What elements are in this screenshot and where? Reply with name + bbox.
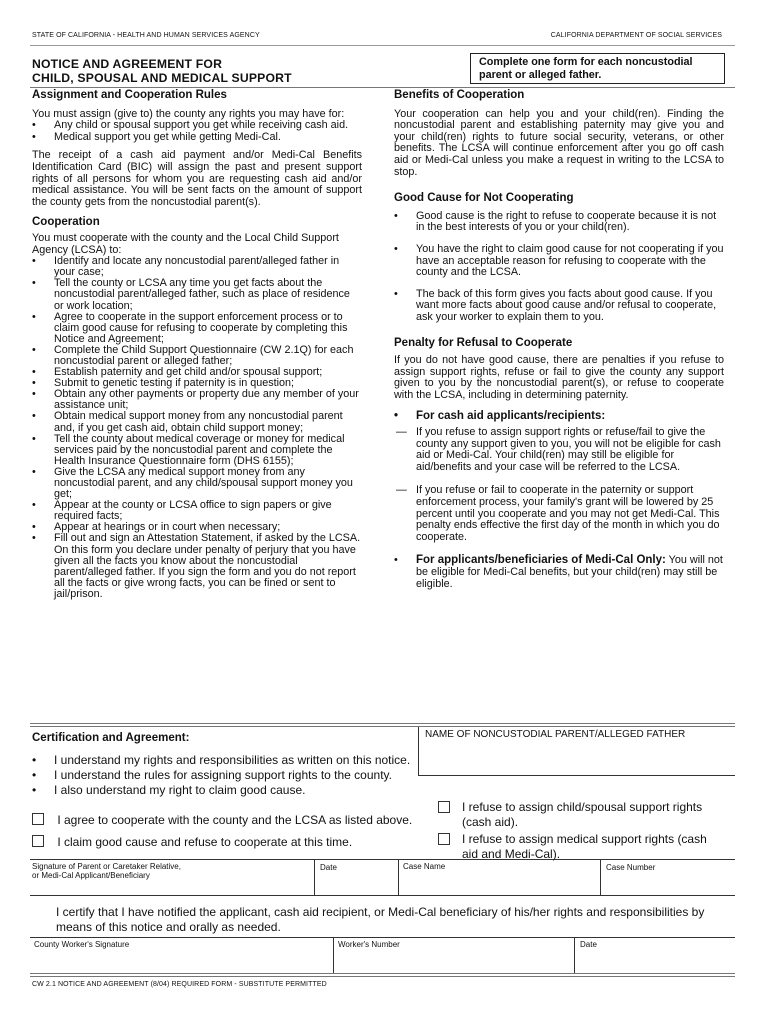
claim-checkbox[interactable] xyxy=(32,835,44,847)
case-name-field[interactable]: Case Name xyxy=(403,862,446,871)
refuse-medical-option[interactable]: I refuse to assign medical support rights (cash aid and Medi-Cal). xyxy=(438,832,707,862)
medical-item: • For applicants/beneficiaries of Medi-Cal Only: You will not be eligible for Medi-Cal benefits, but your child(ren) may still be eligible. xyxy=(394,554,723,590)
list-item: • Appear at the county or LCSA office to sign papers or give required facts; xyxy=(32,499,332,523)
worker-certification: I certify that I have notified the applicant, cash aid recipient, or Medi-Cal beneficiary of his/her rights and responsibilities by means of this notice and orally as needed. xyxy=(56,905,705,934)
name-box-bottom xyxy=(418,775,735,776)
page-title: NOTICE AND AGREEMENT FOR CHILD, SPOUSAL AND MEDICAL SUPPORT xyxy=(32,57,292,85)
list-item: • I understand my rights and responsibilities as written on this notice. xyxy=(32,753,411,767)
goodcause-heading: Good Cause for Not Cooperating xyxy=(394,192,574,205)
list-item: • Identify and locate any noncustodial parent/alleged father in your case; xyxy=(32,255,340,279)
sig-divider xyxy=(314,859,315,895)
worker-number-field[interactable]: Worker's Number xyxy=(338,940,400,949)
list-item: • Medical support you get while getting Medi-Cal. xyxy=(32,130,281,143)
penalty-paragraph: If you do not have good cause, there are penalties if you refuse to assign support rights, refuse or fail to give the county any support given to you by the noncustodial parent(s), or refuse to cooperate with the LCSA, including in determining paternity. xyxy=(394,354,724,401)
list-item: • Agree to cooperate in the support enforcement process or to claim good cause for refusing to cooperate by completing this Notice and Agreement; xyxy=(32,310,348,345)
worker-signature-field[interactable]: County Worker's Signature xyxy=(34,940,130,949)
signature-field[interactable]: Signature of Parent or Caretaker Relative, or Medi-Cal Applicant/Beneficiary xyxy=(32,862,181,880)
list-item: • Any child or spousal support you get while receiving cash aid. xyxy=(32,119,349,132)
list-item: — If you refuse to assign support rights or refuse/fail to give the county any support given to you, you will not be eligible for cash aid or Medi-Cal. Your child(ren) may still be eligible for aid/benefits and your case will be referred to the LCSA. xyxy=(396,426,721,473)
assign-intro: You must assign (give to) the county any rights you may have for: xyxy=(32,107,345,120)
cert-heading: Certification and Agreement: xyxy=(32,732,190,744)
list-item: • I also understand my right to claim good cause. xyxy=(32,783,306,797)
receipt-paragraph: The receipt of a cash aid payment and/or Medi-Cal Benefits Identification Card (BIC) will assign the past and present support rights of all persons for whom you are requesting cash aid and/or medical assistance. You will be sent facts on the amount of support the county gets from the noncustodial parent(s). xyxy=(32,149,362,208)
one-form-note: Complete one form for each noncustodial parent or alleged father. xyxy=(470,53,725,84)
list-item: • Tell the county or LCSA any time you get facts about the noncustodial parent/alleged father, such as place of residence or work location; xyxy=(32,277,350,312)
refuse-child-option[interactable]: I refuse to assign child/spousal support rights (cash aid). xyxy=(438,800,702,830)
worker-row-bottom xyxy=(30,973,735,977)
list-item: • Give the LCSA any medical support money from any noncustodial parent, and any child/spousal support money you get; xyxy=(32,465,353,501)
list-item: • I understand the rules for assigning support rights to the county. xyxy=(32,768,392,782)
right-column xyxy=(394,90,724,590)
header-rule xyxy=(30,45,735,46)
cert-top-rule xyxy=(30,723,735,727)
worker-divider xyxy=(574,937,575,973)
penalty-heading: Penalty for Refusal to Cooperate xyxy=(394,336,573,349)
assign-heading: Assignment and Cooperation Rules xyxy=(32,89,227,101)
coop-intro: You must cooperate with the county and the Local Child Support Agency (LCSA) to: xyxy=(32,231,339,256)
case-number-field[interactable]: Case Number xyxy=(606,863,656,872)
cashaid-heading: • For cash aid applicants/recipients: xyxy=(394,410,606,423)
date-field[interactable]: Date xyxy=(320,863,337,872)
sig-divider xyxy=(398,859,399,895)
sig-row-top xyxy=(30,859,735,860)
list-item: • You have the right to claim good cause for not cooperating if you have an acceptable reason for refusing to cooperate with the county and the LCSA. xyxy=(394,242,724,279)
title-rule xyxy=(30,87,735,88)
list-item: • Obtain medical support money from any noncustodial parent and, if you get cash aid, obtain child support money; xyxy=(32,410,343,434)
agency-right: CALIFORNIA DEPARTMENT OF SOCIAL SERVICES xyxy=(550,32,722,39)
list-item: • Appear at hearings or in court when necessary; xyxy=(32,521,281,534)
name-label: NAME OF NONCUSTODIAL PARENT/ALLEGED FATHER xyxy=(425,729,686,740)
list-item: • Good cause is the right to refuse to cooperate because it is not in the best interests of you or your child(ren). xyxy=(394,209,717,234)
worker-row-top xyxy=(30,937,735,938)
list-item: • Complete the Child Support Questionnaire (CW 2.1Q) for each noncustodial parent or alleged father; xyxy=(32,343,354,367)
list-item: • Fill out and sign an Attestation Statement, if asked by the LCSA. On this form you declare under penalty of perjury that you have given all the facts you know about the noncustodial parent/alleged father. If you sign the form and you do not report all the facts or give wrong facts, you can be fined or sent to jail/prison. xyxy=(32,532,361,600)
sig-divider xyxy=(600,859,601,895)
agree-checkbox[interactable] xyxy=(32,813,44,825)
form-footer: CW 2.1 NOTICE AND AGREEMENT (8/04) REQUIRED FORM - SUBSTITUTE PERMITTED xyxy=(32,981,327,988)
list-item: • Obtain any other payments or property due any member of your assistance unit; xyxy=(32,388,359,412)
sig-row-bottom xyxy=(30,895,735,896)
list-item: • Tell the county about medical coverage or money for medical services paid by the noncustodial parent and complete the Health Insurance Questionnaire form (DHS 6155); xyxy=(32,432,345,467)
benefits-heading: Benefits of Cooperation xyxy=(394,89,525,101)
coop-heading: Cooperation xyxy=(32,216,100,229)
list-item: • Submit to genetic testing if paternity is in question; xyxy=(32,377,295,390)
benefits-paragraph: Your cooperation can help you and your child(ren). Finding the noncustodial parent and establishing paternity may give you and your child(ren) rights to future social security, veterans, or other benefits. The LCSA will continue enforcement after you go off cash aid or Medi-Cal unless you make a request in writing to the LCSA to stop. xyxy=(394,107,724,178)
list-item: • Establish paternity and get child and/or spousal support; xyxy=(32,366,323,379)
cert-list xyxy=(32,753,422,798)
list-item: • The back of this form gives you facts about good cause. If you want more facts about good cause and/or refusal to cooperate, ask your worker to explain them to you. xyxy=(394,287,717,323)
left-column xyxy=(32,90,362,600)
worker-date-field[interactable]: Date xyxy=(580,940,597,949)
worker-divider xyxy=(333,937,334,973)
refuse-medical-checkbox[interactable] xyxy=(438,833,450,845)
refuse-child-checkbox[interactable] xyxy=(438,801,450,813)
agree-option[interactable]: I agree to cooperate with the county and the LCSA as listed above. xyxy=(32,813,412,828)
agency-left: STATE OF CALIFORNIA - HEALTH AND HUMAN SERVICES AGENCY xyxy=(32,32,260,39)
claim-option[interactable]: I claim good cause and refuse to cooperate at this time. xyxy=(32,835,352,850)
list-item: — If you refuse or fail to cooperate in the paternity or support enforcement process, your family's grant will be lowered by 25 percent until you cooperate and you may not get Medi-Cal. This penalty ends effective the first day of the month in which you do cooperate. xyxy=(396,484,720,543)
